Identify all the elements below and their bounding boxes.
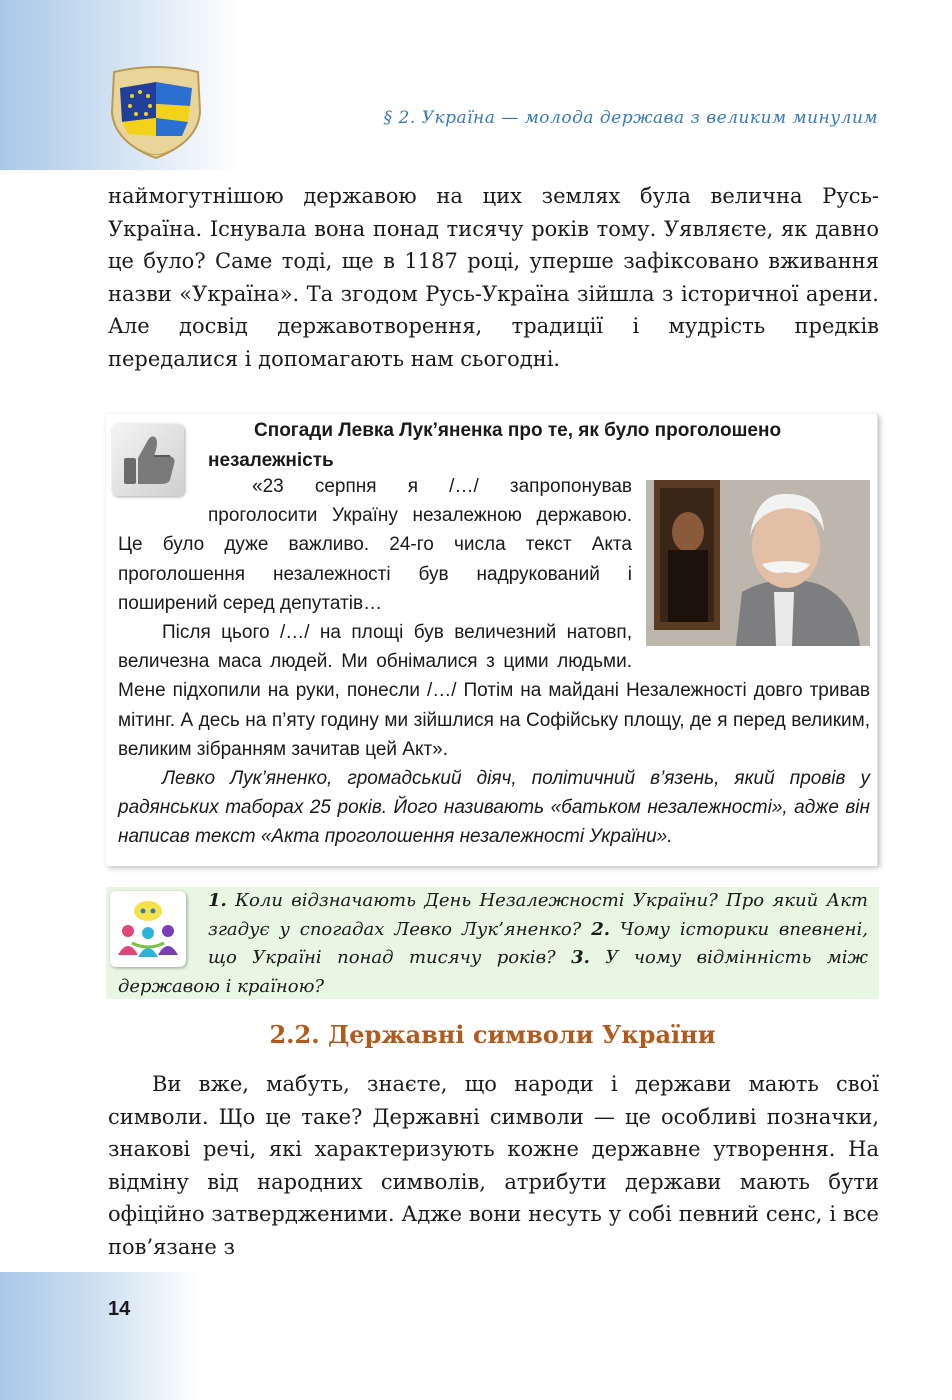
question-number: 2.	[591, 918, 610, 940]
quote-source-note: Левко Лук’яненко, громадський діяч, політичний в’язень, який провів у радянських таборах 25 років. Його називають «батьком незалежності», адже він написав текст «Акта проголошення незалежності України».	[118, 768, 870, 848]
questions-box	[106, 887, 879, 999]
page-number: 14	[108, 1298, 131, 1320]
running-title: § 2. Україна — молода держава з великим минулим	[383, 108, 878, 128]
quote-text	[118, 472, 870, 852]
quote-title: Спогади Левка Лук’яненка про те, як було проголошено незалежність	[208, 420, 782, 471]
bottom-corner-decoration	[0, 1272, 200, 1400]
questions-text	[118, 887, 868, 1001]
quote-paragraph-1: «23 серпня я /…/ запропонував проголосити Україну незалежною державою. Це було дуже важливо. 24-го числа текст Акта проголошення незалежності був надрукований і поширений серед депутатів…	[118, 476, 632, 614]
section-paragraph: Ви вже, мабуть, знаєте, що народи і держави мають свої символи. Що це таке? Державні символи — це особливі позначки, знакові речі, які характеризують кожне державне утворення. На відміну від народних символів, атрибути держави мають бути офіційно затвердженими. Адже вони несуть у собі певний сенс, і все пов’язане з	[108, 1072, 879, 1259]
question-text: Чому історики впевнені, що Україні понад тисячу років?	[208, 918, 868, 968]
question-number: 3.	[571, 947, 590, 968]
quote-box	[106, 414, 878, 866]
question-text: У чому відмінність між державою і країною?	[118, 947, 868, 997]
quote-paragraph-2: Після цього /…/ на площі був величезний натовп, величезна маса людей. Ми обнімалися з цими людьми. Мене підхопили на руки, понесли /…/ Потім на майдані Незалежності довго тривав мітинг. А десь на п’яту годину ми зійшлися на Софійську площу, де я перед великим, великим зібранням зачитав цей Акт».	[118, 622, 870, 760]
question-text: Коли відзначають День Незалежності України? Про який Акт згадує у спогадах Левко Лук’яненко?	[208, 890, 868, 940]
question-number: 1.	[208, 890, 227, 911]
section-title: 2.2. Державні символи України	[269, 1020, 716, 1049]
eu-ukraine-emblem-icon	[106, 66, 206, 162]
intro-paragraph: наймогутнішою державою на цих землях була велична Русь-Україна. Існувала вона понад тисячу років тому. Уявляєте, як давно це було? Саме тоді, ще в 1187 році, уперше зафіксовано вживання назви «Україна». Та згодом Русь-Україна зійшла з історичної арени. Але досвід державотворення, традиції і мудрість предків передалися і допомагають нам сьогодні.	[108, 184, 879, 371]
portrait-photo	[646, 480, 870, 646]
